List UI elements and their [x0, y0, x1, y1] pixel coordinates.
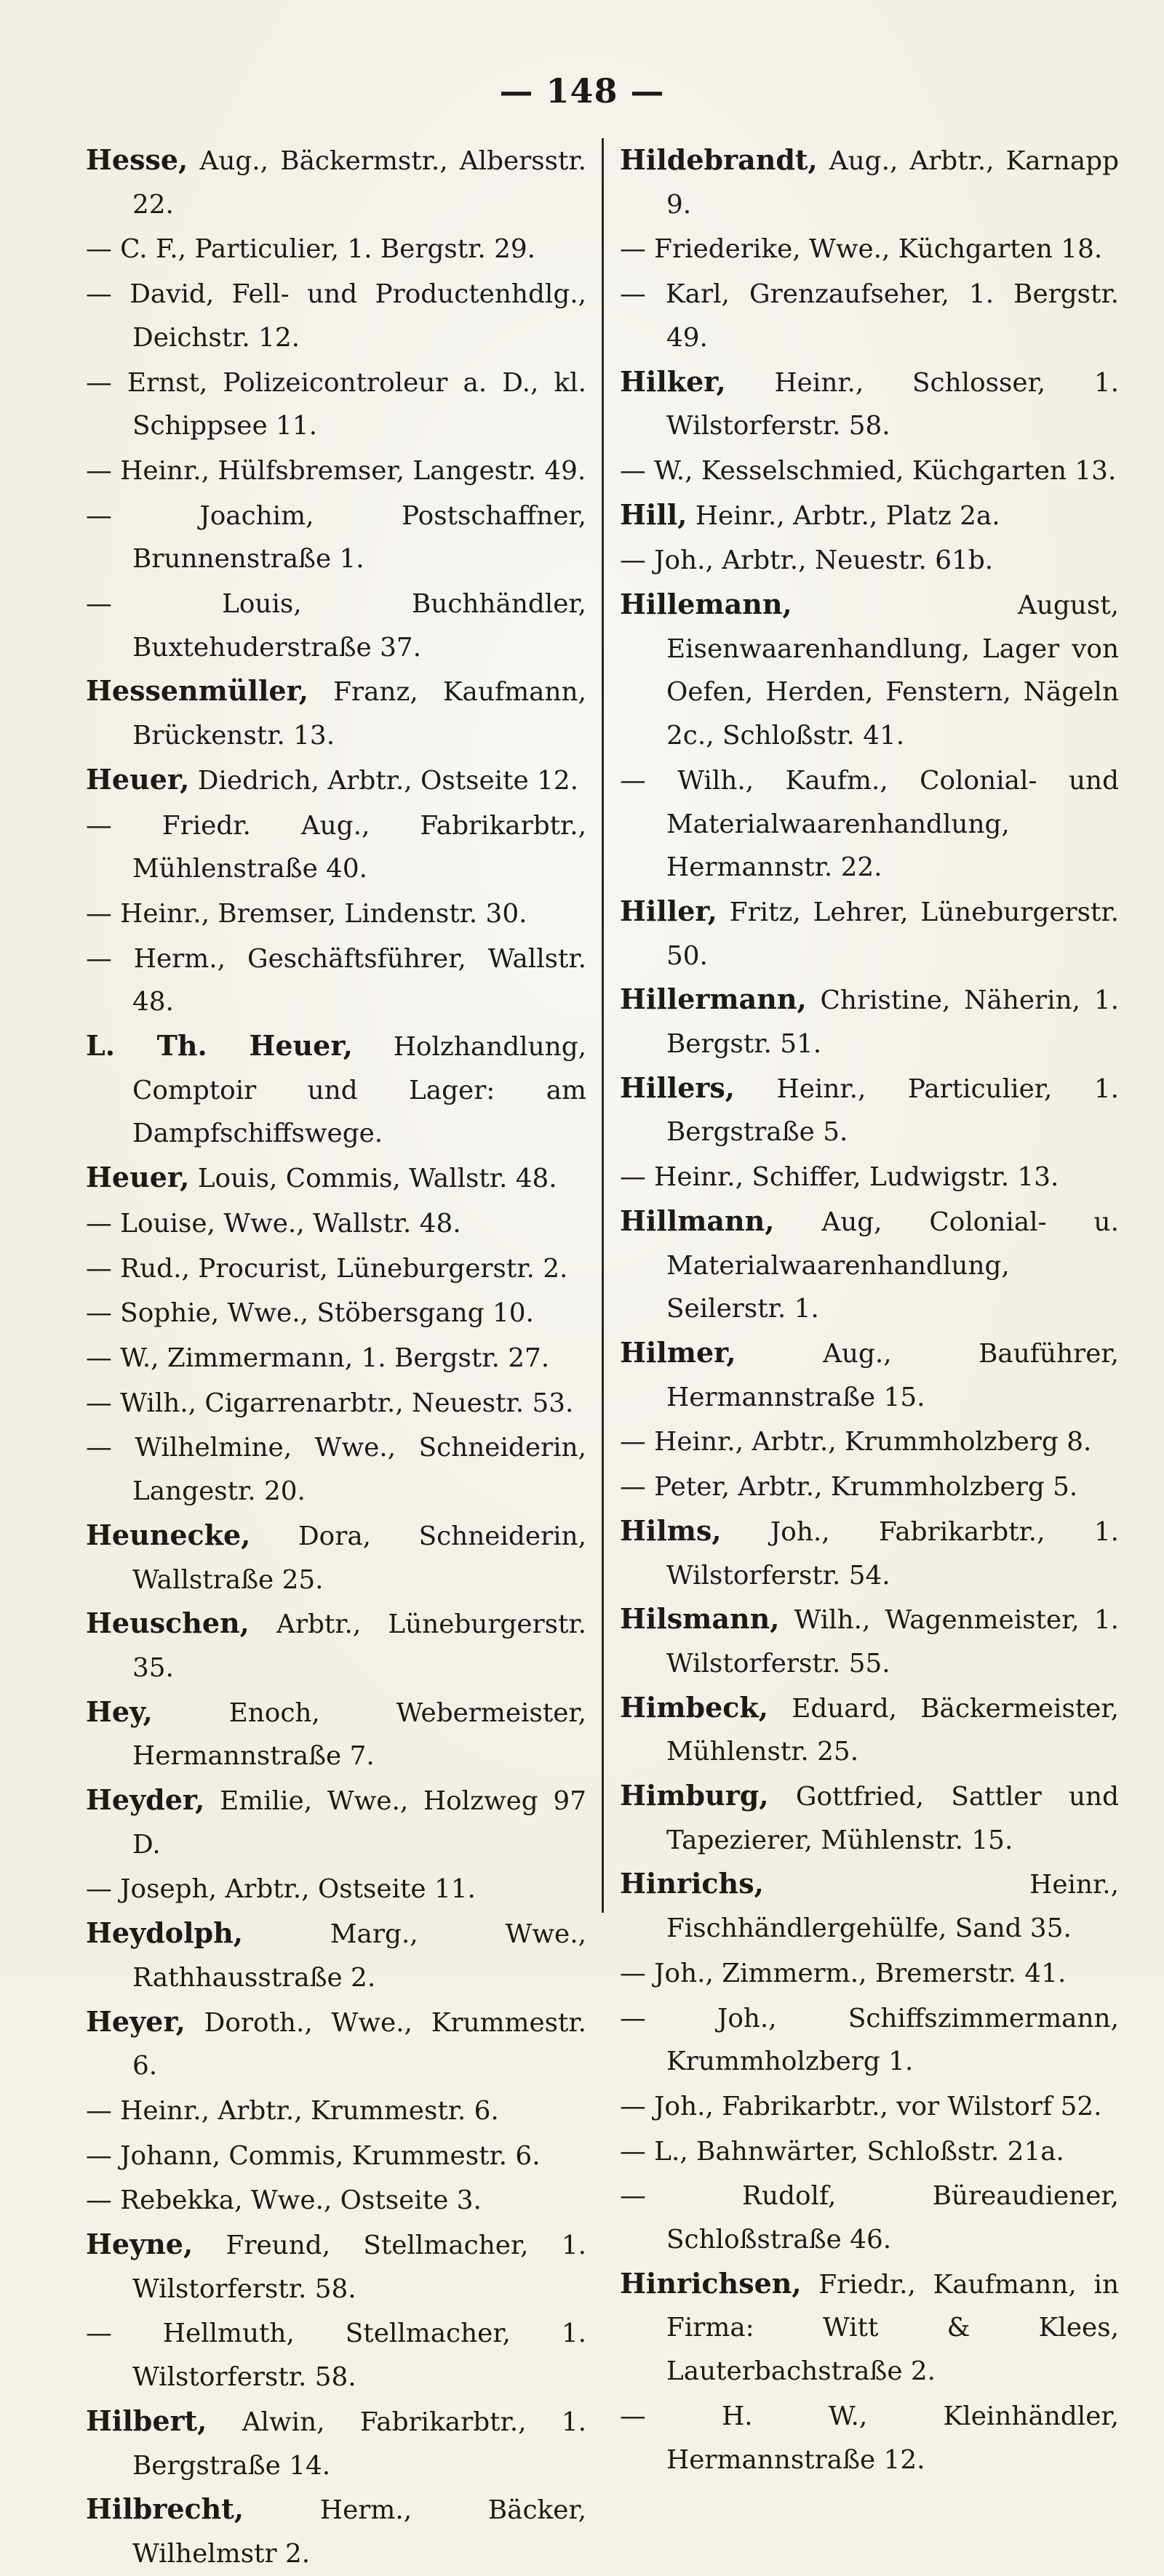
entry-surname: Hessenmüller, [86, 674, 309, 708]
entry-details: Wilh., Wagenmeister, 1. Wilstorferstr. 55. [666, 1605, 1119, 1679]
entry-details: — Wilh., Cigarrenarbtr., Neuestr. 53. [86, 1388, 574, 1418]
directory-entry [86, 1335, 586, 1380]
entry-details: — Louise, Wwe., Wallstr. 48. [86, 1208, 461, 1239]
entry-surname: Himburg, [620, 1779, 769, 1812]
directory-entry [620, 889, 1119, 977]
entry-details: Heinr., Schlosser, 1. Wilstorferstr. 58. [666, 367, 1119, 441]
directory-entry [620, 2393, 1119, 2481]
entry-surname: Hillermann, [620, 983, 807, 1016]
entry-details: — Wilhelmine, Wwe., Schneiderin, Langestr. 20. [86, 1433, 586, 1507]
directory-entry [86, 2000, 586, 2088]
left-column [86, 138, 586, 2576]
directory-entry [86, 669, 586, 757]
directory-entry [86, 2311, 586, 2399]
entry-details: — W., Zimmermann, 1. Bergstr. 27. [86, 1343, 550, 1373]
directory-entry [86, 758, 586, 803]
directory-entry [86, 2487, 586, 2575]
entry-details: Aug, Colonial- u. Materialwaarenhandlung, Seilerstr. 1. [666, 1207, 1119, 1324]
entry-surname: Hey, [86, 1695, 153, 1728]
entry-surname: Heunecke, [86, 1518, 251, 1551]
entry-details: Heinr., Particulier, 1. Bergstraße 5. [666, 1073, 1119, 1148]
directory-entry [620, 1597, 1119, 1685]
entry-details: — Heinr., Hülfsbremser, Langestr. 49. [86, 455, 586, 486]
directory-entry [620, 138, 1119, 226]
entry-details: — Rudolf, Büreaudiener, Schloßstraße 46. [620, 2181, 1119, 2255]
entry-surname: Heydolph, [86, 1916, 243, 1950]
entry-details: — L., Bahnwärter, Schloßstr. 21a. [620, 2136, 1064, 2167]
entry-surname: Hilsmann, [620, 1602, 780, 1636]
directory-entry [86, 1024, 586, 1156]
entry-surname: Heuer, [86, 762, 190, 796]
entry-details: Heinr., Fischhändlergehülfe, Sand 35. [666, 1870, 1119, 1944]
entry-details: — Joh., Arbtr., Neuestr. 61b. [620, 545, 994, 576]
entry-surname: Hildebrandt, [620, 143, 818, 176]
directory-entry [620, 1066, 1119, 1154]
directory-entry [86, 803, 586, 891]
entry-surname: Hilbrecht, [86, 2492, 244, 2526]
entry-details: Enoch, Webermeister, Hermannstraße 7. [132, 1697, 586, 1772]
directory-entry [620, 448, 1119, 493]
directory-entry [620, 1199, 1119, 1331]
entry-details: Aug., Bauführer, Hermannstraße 15. [666, 1338, 1119, 1412]
entry-details: August, Eisenwaarenhandlung, Lager von Oefen, Herden, Fenstern, Nägeln 2c., Schloßstr. 41. [666, 591, 1119, 751]
entry-details: Freund, Stellmacher, 1. Wilstorferstr. 58. [132, 2231, 586, 2304]
directory-entry [86, 271, 586, 359]
entry-surname: Hilms, [620, 1513, 722, 1547]
directory-entry [86, 1778, 586, 1866]
entry-details: — Heinr., Schiffer, Ludwigstr. 13. [620, 1162, 1059, 1193]
entry-surname: Hinrichsen, [620, 2266, 802, 2300]
entry-details: — Joh., Fabrikarbtr., vor Wilstorf 52. [620, 2091, 1102, 2121]
entry-details: — Herm., Geschäftsführer, Wallstr. 48. [86, 943, 586, 1017]
entry-surname: Hinrichs, [620, 1867, 764, 1900]
entry-details: — Heinr., Arbtr., Krummholzberg 8. [620, 1427, 1092, 1457]
directory-entry [620, 1331, 1119, 1419]
entry-details: Aug., Bäckermstr., Albersstr. 22. [132, 146, 586, 220]
entry-details: — Joh., Zimmerm., Bremerstr. 41. [620, 1958, 1067, 1988]
entry-surname: Hesse, [86, 143, 188, 176]
directory-entry [620, 2084, 1119, 2129]
directory-entry [620, 360, 1119, 448]
directory-entry [86, 1866, 586, 1911]
directory-entry [620, 977, 1119, 1065]
entry-details: Emilie, Wwe., Holzweg 97 D. [132, 1786, 586, 1860]
entry-details: — David, Fell- und Productenhdlg., Deichstr. 12. [86, 279, 586, 353]
entry-details: Diedrich, Arbtr., Ostseite 12. [197, 765, 578, 796]
entry-details: — Sophie, Wwe., Stöbersgang 10. [86, 1298, 534, 1329]
entry-details: Aug., Arbtr., Karnapp 9. [666, 146, 1119, 220]
entry-surname: Heuschen, [86, 1607, 250, 1640]
directory-entry [620, 493, 1119, 538]
entry-details: — Rebekka, Wwe., Ostseite 3. [86, 2185, 482, 2216]
directory-entry [620, 1686, 1119, 1774]
entry-details: — Heinr., Arbtr., Krummestr. 6. [86, 2095, 499, 2126]
directory-entry [86, 1513, 586, 1601]
directory-entry [620, 1509, 1119, 1597]
directory-entry [620, 1464, 1119, 1509]
entry-surname: Hillers, [620, 1071, 736, 1104]
directory-entry [620, 1154, 1119, 1199]
entry-surname: Hillmann, [620, 1204, 775, 1237]
entry-details: — Johann, Commis, Krummestr. 6. [86, 2140, 541, 2171]
directory-entry [86, 1911, 586, 1999]
entry-surname: Heyder, [86, 1783, 205, 1817]
right-column [620, 138, 1119, 2481]
entry-details: — C. F., Particulier, 1. Bergstr. 29. [86, 234, 536, 265]
page-number: — 148 — [499, 71, 665, 111]
directory-entry [86, 1156, 586, 1201]
directory-entry [86, 1601, 586, 1689]
directory-entry [86, 891, 586, 936]
entry-details: — H. W., Kleinhändler, Hermannstraße 12. [620, 2401, 1119, 2475]
entry-details: Friedr., Kaufmann, in Firma: Witt & Klees, Lauterbachstraße 2. [666, 2269, 1119, 2387]
entry-details: — Wilh., Kaufm., Colonial- und Materialwaarenhandlung, Hermannstr. 22. [620, 765, 1119, 883]
entry-surname: L. Th. Heuer, [86, 1029, 353, 1063]
entry-details: Marg., Wwe., Rathhausstraße 2. [132, 1919, 586, 1993]
entry-details: Dora, Schneiderin, Wallstraße 25. [132, 1521, 586, 1595]
entry-surname: Hillemann, [620, 588, 792, 621]
directory-entry [620, 271, 1119, 359]
directory-entry [86, 1290, 586, 1335]
entry-details: — Joseph, Arbtr., Ostseite 11. [86, 1874, 476, 1905]
entry-surname: Hilbert, [86, 2404, 207, 2437]
entry-details: Holzhandlung, Comptoir und Lager: am Dampfschiffswege. [132, 1032, 586, 1149]
directory-entry [86, 1425, 586, 1513]
directory-entry [86, 2133, 586, 2178]
entry-details: Arbtr., Lüneburgerstr. 35. [132, 1609, 586, 1683]
directory-entry [86, 226, 586, 271]
entry-surname: Heyne, [86, 2228, 194, 2261]
entry-details: — Louis, Buchhändler, Buxtehuderstraße 37. [86, 589, 586, 663]
directory-entry [86, 1690, 586, 1778]
directory-entry [86, 581, 586, 669]
directory-entry [620, 226, 1119, 271]
directory-entry [620, 2173, 1119, 2261]
directory-entry [620, 583, 1119, 758]
directory-entry [86, 936, 586, 1024]
entry-surname: Himbeck, [620, 1690, 768, 1724]
directory-entry [86, 360, 586, 448]
entry-surname: Hilker, [620, 364, 726, 398]
directory-entry [620, 1951, 1119, 1996]
directory-entry [620, 2129, 1119, 2174]
entry-surname: Hiller, [620, 894, 717, 927]
entry-details: Fritz, Lehrer, Lüneburgerstr. 50. [666, 897, 1119, 971]
directory-entry [620, 1419, 1119, 1464]
directory-entry [86, 138, 586, 226]
entry-surname: Hill, [620, 497, 687, 531]
entry-details: Christine, Näherin, 1. Bergstr. 51. [666, 985, 1119, 1060]
entry-details: Louis, Commis, Wallstr. 48. [197, 1164, 557, 1194]
entry-details: — Friederike, Wwe., Küchgarten 18. [620, 234, 1103, 265]
entry-details: — Hellmuth, Stellmacher, 1. Wilstorferstr. 58. [86, 2319, 586, 2393]
entry-details: — Karl, Grenzaufseher, 1. Bergstr. 49. [620, 279, 1119, 353]
directory-entry [86, 1246, 586, 1291]
directory-entry [620, 2262, 1119, 2393]
entry-details: Gottfried, Sattler und Tapezierer, Mühlenstr. 15. [666, 1782, 1119, 1855]
entry-details: Herm., Bäcker, Wilhelmstr 2. [132, 2495, 586, 2569]
entry-details: — Rud., Procurist, Lüneburgerstr. 2. [86, 1253, 568, 1284]
directory-entry [86, 1380, 586, 1425]
directory-entry [86, 2088, 586, 2133]
directory-entry [86, 1201, 586, 1246]
entry-details: — W., Kesselschmied, Küchgarten 13. [620, 455, 1117, 486]
entry-surname: Hilmer, [620, 1335, 736, 1369]
entry-details: Joh., Fabrikarbtr., 1. Wilstorferstr. 54. [666, 1516, 1119, 1591]
entry-details: — Ernst, Polizeicontroleur a. D., kl. Schippsee 11. [86, 367, 586, 441]
directory-entry [86, 493, 586, 581]
entry-details: Heinr., Arbtr., Platz 2a. [695, 500, 1000, 531]
entry-details: — Heinr., Bremser, Lindenstr. 30. [86, 898, 527, 929]
entry-surname: Heuer, [86, 1161, 190, 1194]
directory-entry [86, 2223, 586, 2311]
directory-entry [86, 2399, 586, 2487]
column-divider [602, 138, 604, 1913]
directory-entry [620, 537, 1119, 583]
entry-details: Franz, Kaufmann, Brückenstr. 13. [132, 677, 586, 751]
directory-entry [620, 758, 1119, 889]
entry-surname: Heyer, [86, 2004, 186, 2038]
entry-details: — Joh., Schiffszimmermann, Krummholzberg 1. [620, 2003, 1119, 2077]
directory-entry [620, 1862, 1119, 1950]
directory-entry [86, 2177, 586, 2223]
entry-details: Eduard, Bäckermeister, Mühlenstr. 25. [666, 1693, 1119, 1767]
directory-entry [620, 1996, 1119, 2084]
entry-details: — Peter, Arbtr., Krummholzberg 5. [620, 1472, 1078, 1503]
directory-entry [86, 448, 586, 493]
entry-details: — Friedr. Aug., Fabrikarbtr., Mühlenstraße 40. [86, 810, 586, 884]
entry-details: — Joachim, Postschaffner, Brunnenstraße 1. [86, 500, 586, 575]
entry-details: Doroth., Wwe., Krummestr. 6. [132, 2007, 586, 2081]
entry-details: Alwin, Fabrikarbtr., 1. Bergstraße 14. [132, 2407, 586, 2481]
directory-entry [620, 1774, 1119, 1862]
